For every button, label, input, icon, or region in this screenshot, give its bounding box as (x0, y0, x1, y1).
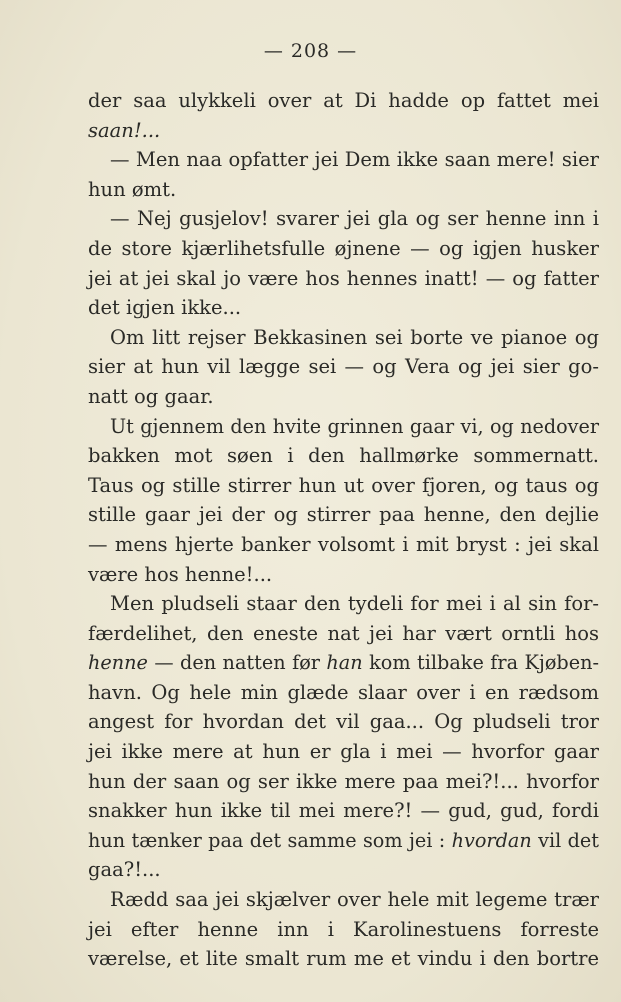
text-segment: være hos henne!... (88, 562, 273, 586)
text-line (88, 944, 599, 974)
text-segment: havn. Og hele min glæde slaar over i en rædsom (88, 680, 599, 704)
text-line (88, 619, 599, 649)
text-segment: jei at jei skal jo være hos hennes inatt! — og fatter (88, 266, 599, 290)
text-segment: værelse, et lite smalt rum me et vindu i den bortre (88, 947, 599, 971)
text-segment: vil det (531, 828, 599, 852)
text-segment: hun ømt. (88, 177, 177, 201)
text-line (88, 560, 599, 590)
page-number: — 208 — (263, 40, 358, 62)
text-line (88, 826, 599, 856)
text-segment: natt og gaar. (88, 384, 214, 408)
text-segment: snakker hun ikke til mei mere?! — gud, gud, fordi (88, 799, 599, 823)
text-line (88, 915, 599, 945)
text-line (88, 116, 599, 146)
text-segment: — Men naa opfatter jei Dem ikke saan mere! sier (110, 148, 599, 172)
text-line (88, 293, 599, 323)
text-segment: bakken mot søen i den hallmørke sommernatt. (88, 444, 599, 468)
italic-text: henne (88, 651, 148, 675)
text-line (88, 885, 599, 915)
text-segment: jei efter henne inn i Karolinestuens forreste (88, 917, 599, 941)
text-segment: Ut gjennem den hvite grinnen gaar vi, og nedover (110, 414, 599, 438)
text-line (88, 175, 599, 205)
text-segment: de store kjærlihetsfulle øjnene — og igjen husker (88, 236, 599, 260)
text-segment: gaa?!... (88, 858, 161, 882)
text-segment: kom tilbake fra Kjøben- (362, 651, 599, 675)
text-line (88, 678, 599, 708)
text-line (88, 530, 599, 560)
text-line (88, 855, 599, 885)
text-line (88, 796, 599, 826)
text-line (88, 737, 599, 767)
text-segment: Om litt rejser Bekkasinen sei borte ve pianoe og (110, 325, 599, 349)
text-line (88, 412, 599, 442)
text-line (88, 352, 599, 382)
text-segment: hun tænker paa det samme som jei : (88, 828, 452, 852)
text-line (88, 145, 599, 175)
italic-text: hvordan (451, 828, 532, 852)
text-segment: angest for hvordan det vil gaa... Og pludseli tror (88, 710, 599, 734)
text-line (88, 471, 599, 501)
text-segment: færdelihet, den eneste nat jei har vært orntli hos (88, 621, 599, 645)
text-line (88, 234, 599, 264)
text-segment: der saa ulykkeli over at Di hadde op fattet mei (88, 89, 599, 112)
text-segment: Taus og stille stirrer hun ut over fjoren, og taus og (88, 473, 599, 497)
text-line (88, 767, 599, 797)
text-line (88, 204, 599, 234)
text-segment: hun der saan og ser ikke mere paa mei?!... hvorfor (88, 769, 599, 793)
text-line (88, 589, 599, 619)
text-line (88, 382, 599, 412)
text-segment: Rædd saa jei skjælver over hele mit legeme trær (110, 888, 599, 912)
text-line (88, 441, 599, 471)
text-line (88, 500, 599, 530)
italic-text: saan!... (88, 118, 161, 142)
text-line (88, 323, 599, 353)
italic-text: han (326, 651, 363, 675)
text-segment: jei ikke mere at hun er gla i mei — hvorfor gaar (88, 740, 599, 764)
body-text (88, 86, 599, 974)
text-segment: det igjen ikke... (88, 296, 242, 320)
text-line (88, 707, 599, 737)
text-line (88, 86, 599, 116)
text-line (88, 264, 599, 294)
text-segment: — den natten før (147, 651, 327, 675)
text-segment: stille gaar jei der og stirrer paa henne, den dejlie (88, 503, 599, 527)
text-line (88, 648, 599, 678)
text-segment: Men pludseli staar den tydeli for mei i al sin for- (110, 592, 599, 616)
text-segment: sier at hun vil lægge sei — og Vera og jei sier go- (88, 355, 599, 379)
text-segment: — mens hjerte banker volsomt i mit bryst : jei skal (88, 532, 599, 556)
text-segment: — Nej gusjelov! svarer jei gla og ser henne inn i (110, 207, 599, 231)
